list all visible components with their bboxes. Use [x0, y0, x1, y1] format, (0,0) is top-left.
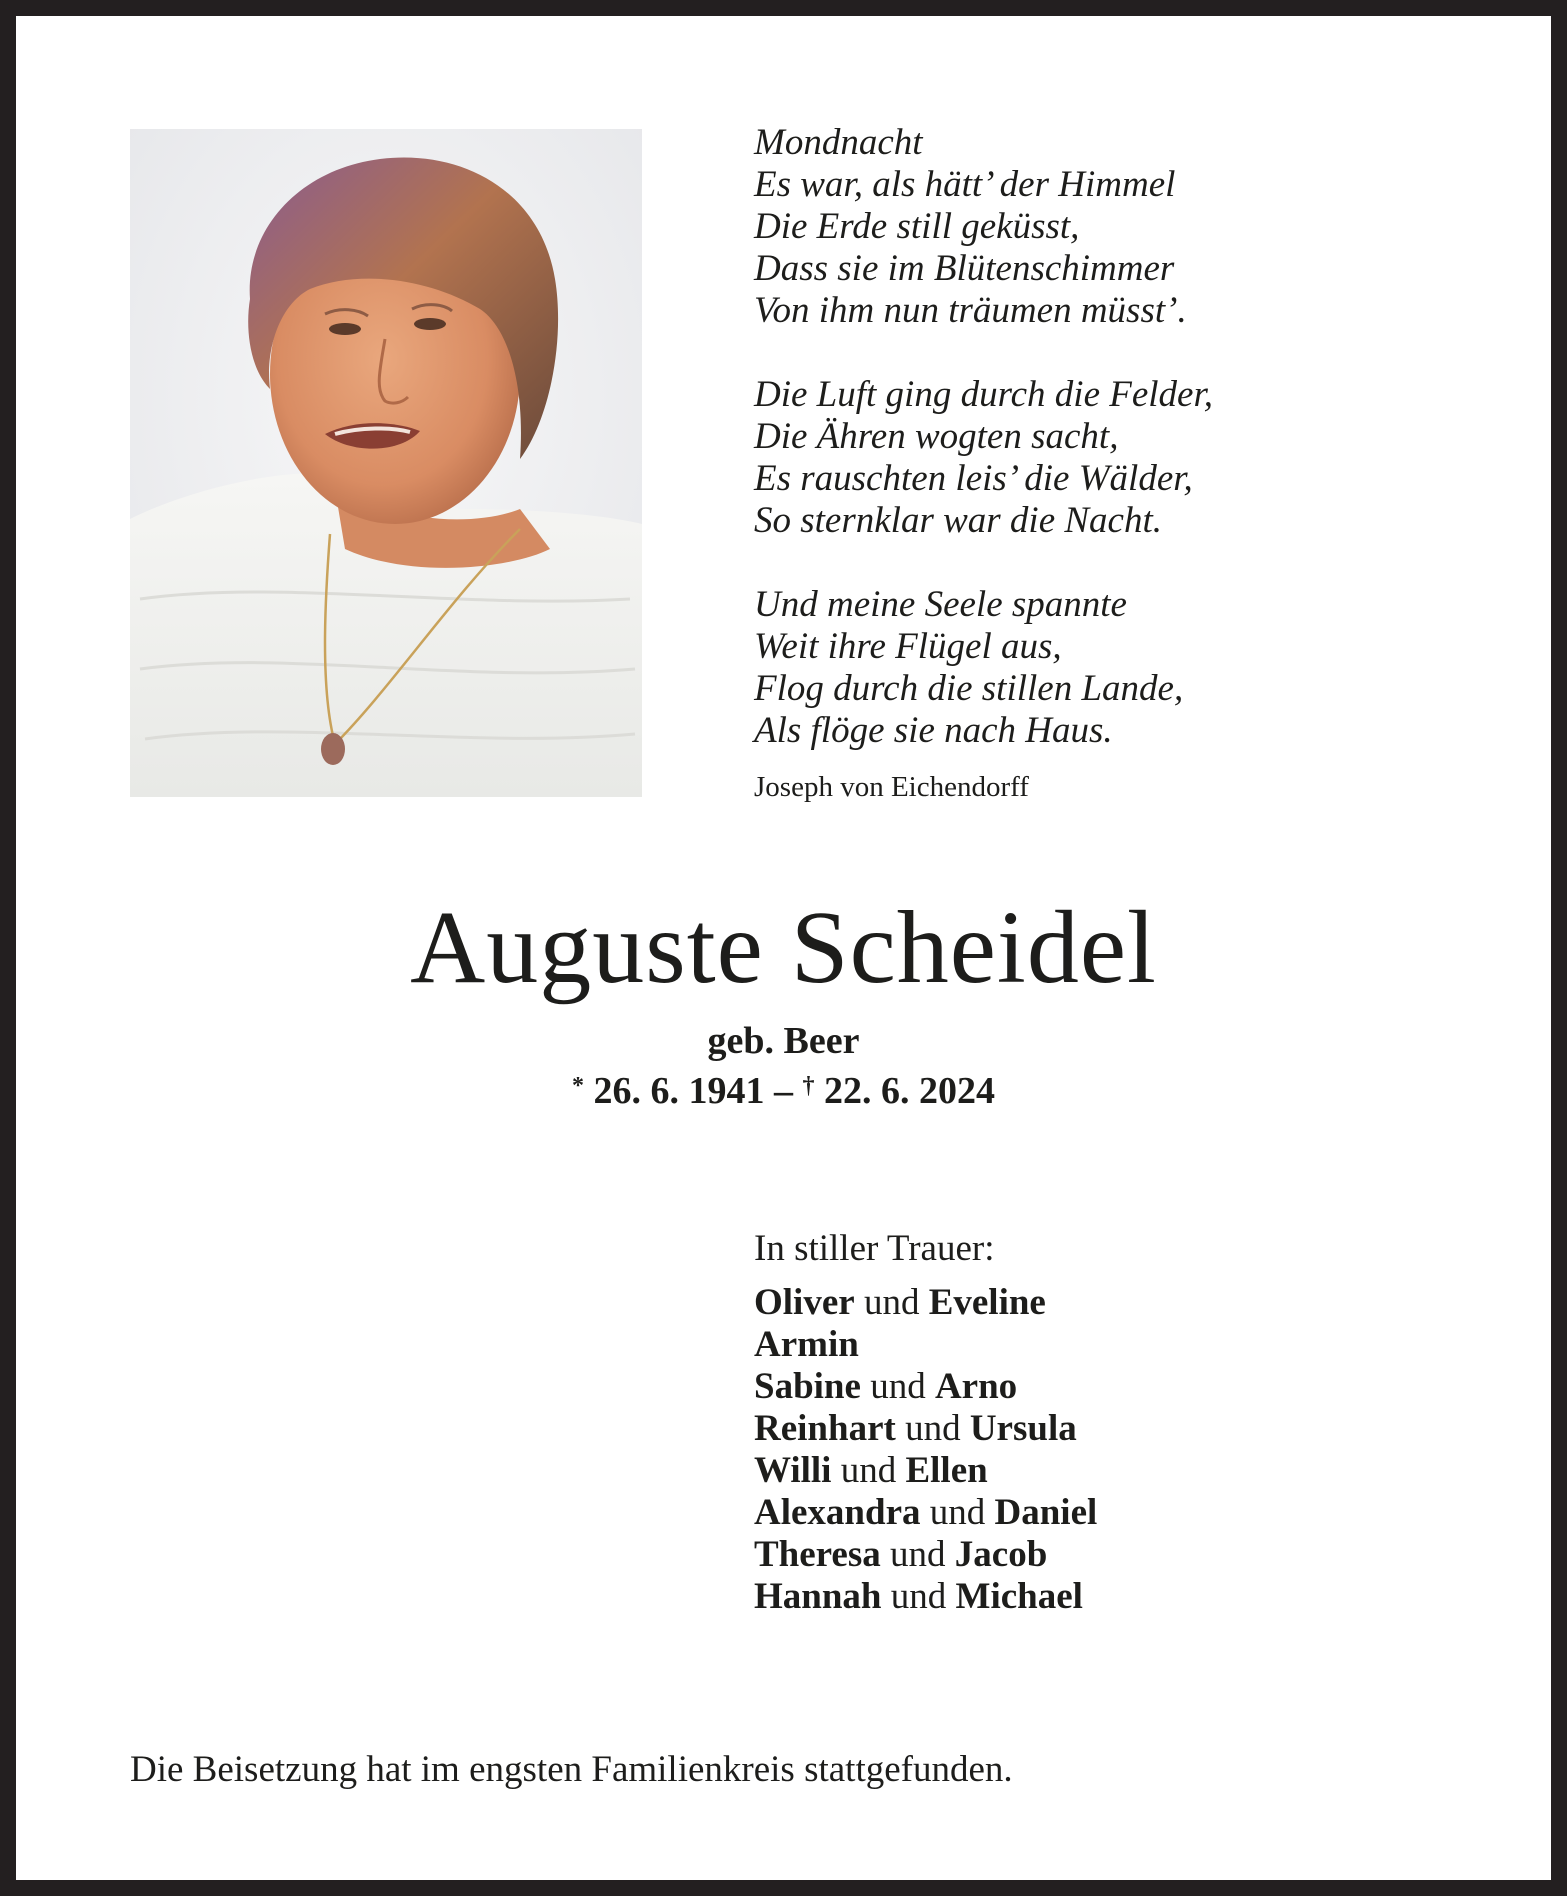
mourner-connector: und: [905, 1408, 961, 1449]
poem-line: Die Luft ging durch die Felder,: [754, 374, 1214, 415]
deceased-name: Auguste Scheidel: [410, 890, 1157, 1005]
mourner-connector: und: [929, 1492, 986, 1533]
portrait-photo: [130, 129, 642, 797]
mourner-row: [754, 1534, 1454, 1576]
mourner-name: Alexandra: [754, 1492, 921, 1533]
poem-stanza-2: [754, 374, 1454, 542]
poem-line: Von ihm nun träumen müsst’.: [754, 290, 1187, 331]
mourner-row: [754, 1366, 1454, 1408]
mourner-name: Oliver: [754, 1282, 855, 1323]
mourner-name: Hannah: [754, 1576, 882, 1617]
mourner-name: Ellen: [905, 1450, 988, 1491]
maiden-name: geb. Beer: [707, 1020, 860, 1062]
poem-line: Es war, als hätt’ der Himmel: [754, 164, 1176, 205]
mourner-name: Armin: [754, 1324, 859, 1365]
mourner-name: Reinhart: [754, 1408, 896, 1449]
poem-line: Als flöge sie nach Haus.: [754, 710, 1113, 751]
mourner-row: [754, 1576, 1454, 1618]
poem-line: Die Ähren wogten sacht,: [754, 416, 1119, 457]
poem-stanza-3: [754, 584, 1454, 752]
burial-note: Die Beisetzung hat im engsten Familienkreis stattgefunden.: [130, 1749, 1013, 1790]
mourner-connector: und: [890, 1576, 947, 1617]
mourner-row: [754, 1492, 1454, 1534]
mourner-name: Arno: [934, 1366, 1018, 1407]
mourner-name: Daniel: [994, 1492, 1098, 1533]
mourner-name: Theresa: [754, 1534, 881, 1575]
death-date: 22. 6. 2024: [824, 1070, 995, 1112]
life-dates: [0, 1062, 1567, 1115]
poem-line: So sternklar war die Nacht.: [754, 500, 1163, 541]
mourner-connector: und: [840, 1450, 897, 1491]
mourner-connector: und: [870, 1366, 926, 1407]
poem-line: Es rauschten leis’ die Wälder,: [754, 458, 1193, 499]
birth-date: 26. 6. 1941: [593, 1070, 765, 1112]
birth-symbol: *: [572, 1073, 584, 1099]
mourner-row: [754, 1450, 1454, 1492]
mourner-name: Jacob: [954, 1534, 1048, 1575]
mourner-name: Ursula: [969, 1408, 1077, 1449]
mourners-list: [754, 1228, 1454, 1618]
mourner-connector: und: [863, 1282, 920, 1323]
mourner-rows: [754, 1282, 1454, 1618]
mourner-name: Eveline: [928, 1282, 1046, 1323]
poem-author: Joseph von Eichendorff: [754, 771, 1029, 803]
date-separator: –: [764, 1070, 803, 1112]
poem: [754, 122, 1454, 804]
poem-stanza-1: [754, 122, 1454, 332]
mourner-row: [754, 1408, 1454, 1450]
mourner-row: [754, 1282, 1454, 1324]
mourners-label: In stiller Trauer:: [754, 1228, 995, 1269]
mourner-connector: und: [890, 1534, 946, 1575]
mourner-name: Sabine: [754, 1366, 861, 1407]
poem-line: Und meine Seele spannte: [754, 584, 1127, 625]
mourner-name: Michael: [955, 1576, 1083, 1617]
poem-line: Flog durch die stillen Lande,: [754, 668, 1184, 709]
mourner-name: Willi: [754, 1450, 832, 1491]
poem-line: Die Erde still geküsst,: [754, 206, 1080, 247]
poem-line: Dass sie im Blütenschimmer: [754, 248, 1175, 289]
death-symbol: †: [802, 1073, 815, 1099]
poem-line: Weit ihre Flügel aus,: [754, 626, 1062, 667]
poem-title: Mondnacht: [754, 122, 923, 163]
mourner-row: [754, 1324, 1454, 1366]
